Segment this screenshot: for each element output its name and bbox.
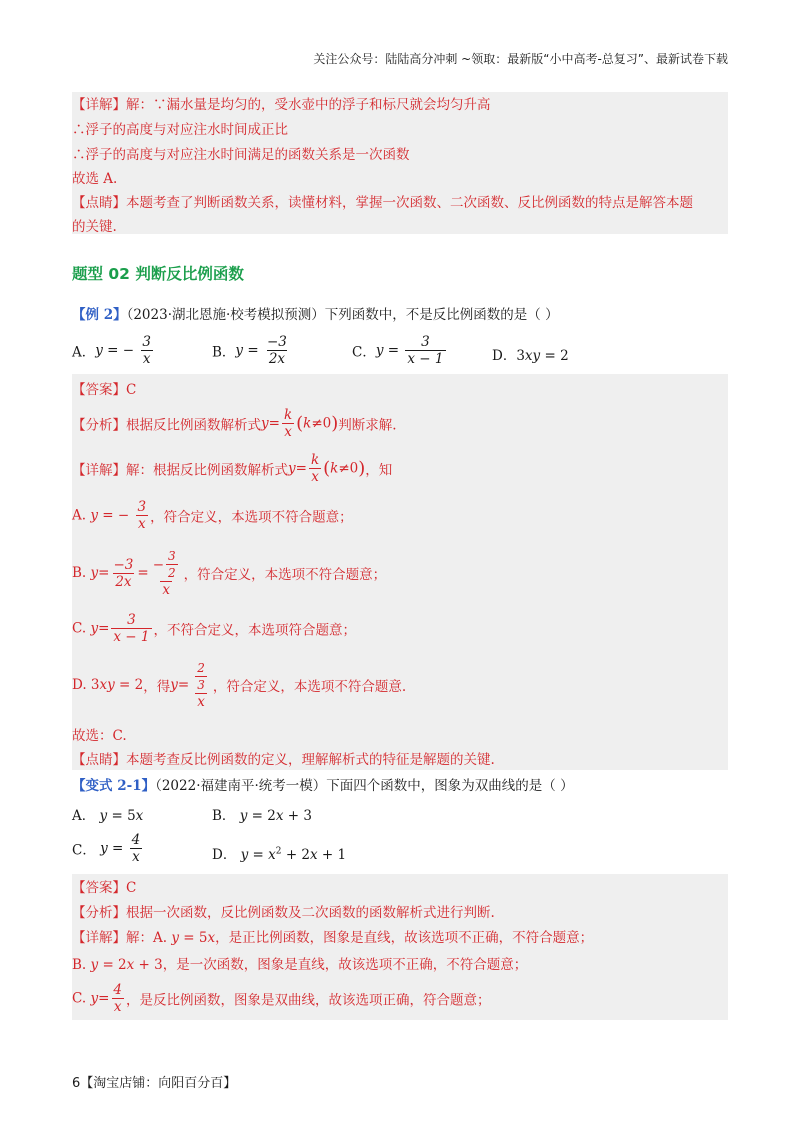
analysis-line: 【分析】根据反比例函数解析式y= $\frac{k}{x}$ (k≠0)判断求解.	[72, 407, 397, 440]
v-answer-line: 【答案】C	[72, 880, 137, 896]
v-detail-a: 【详解】解：A. y = 5x，是正比例函数，图象是直线，故该选项不正确，不符合题意；	[72, 930, 594, 946]
example-tag: 【例 2】	[72, 307, 127, 323]
reason-line-2: ∴浮子的高度与对应注水时间满足的函数关系是一次函数	[72, 147, 410, 163]
detail-text: 解：∵漏水量是均匀的，受水壶中的浮子和标尺就会均匀升高	[126, 97, 491, 113]
detail-tag: 【详解】	[72, 97, 126, 113]
page-number: 6	[72, 1076, 81, 1091]
note-line-2: 的关键.	[72, 219, 117, 235]
shop-label: 【淘宝店铺：向阳百分百】	[80, 1076, 237, 1091]
variant-2-1-stem: 【变式 2-1】（2022·福建南平·统考一模）下面四个函数中，图象为双曲线的是（ ）	[72, 778, 574, 794]
page-header: 关注公众号：陆陆高分冲刺 ~领取：最新版“小中高考-总复习”、最新试卷下载	[313, 52, 728, 66]
reason-line-1: ∴浮子的高度与对应注水时间成正比	[72, 122, 288, 138]
option-c: C．y = $\frac{3}{x - 1}$	[352, 334, 444, 367]
detail-d: D. 3xy = 2，得y= $\frac{\frac{2}{3}}{x}$ ，符合定义，本选项不符合题意.	[72, 661, 407, 710]
v-option-a: A． y = 5x	[72, 808, 144, 824]
v-option-b: B． y = 2x + 3	[212, 808, 312, 824]
option-d: D．3xy = 2	[492, 348, 569, 364]
detail-line-ex2: 【详解】解：根据反比例函数解析式y= $\frac{k}{x}$ (k≠0)，知	[72, 452, 393, 485]
example-2-stem: 【例 2】（2023·湖北恩施·校考模拟预测）下列函数中，不是反比例函数的是（ ）	[72, 307, 559, 323]
choice-line: 故选 A.	[72, 171, 118, 187]
note-line-ex2: 【点睛】本题考查反比例函数的定义，理解解析式的特征是解题的关键.	[72, 752, 495, 768]
v-analysis-line: 【分析】根据一次函数，反比例函数及二次函数的函数解析式进行判断.	[72, 905, 495, 921]
v-option-c: C． y = $\frac{4}{x}$	[72, 832, 141, 865]
option-b: B．y = $\frac{-3}{2x}$	[212, 334, 287, 367]
v-detail-b: B. y = 2x + 3，是一次函数，图象是直线，故该选项不正确，不符合题意；	[72, 957, 528, 973]
detail-b: B. y= $\frac{-3}{2x}$ = − $\frac{3}{2}$ x ，符合定义，本选项不符合题意；	[72, 549, 387, 598]
section-title: 题型 02 判断反比例函数	[72, 265, 244, 283]
option-a: A．y = − $\frac{3}{x}$	[72, 334, 151, 367]
choose-line: 故选：C.	[72, 728, 127, 744]
variant-tag: 【变式 2-1】	[72, 778, 156, 794]
page-footer	[72, 1072, 236, 1091]
note-line: 【点睛】本题考查了判断函数关系，读懂材料，掌握一次函数、二次函数、反比例函数的特点是解答本题	[72, 195, 693, 211]
detail-c: C. y= $\frac{3}{x - 1}$ ，不符合定义，本选项符合题意；	[72, 612, 356, 645]
v-detail-c: C. y= $\frac{4}{x}$ ，是反比例函数，图象是双曲线，故该选项正确，符合题意；	[72, 982, 491, 1015]
detail-a: A. y = − $\frac{3}{x}$ ，符合定义，本选项不符合题意；	[72, 499, 353, 532]
answer-line: 【答案】C	[72, 382, 137, 398]
v-option-d: D． $y = x^2 + 2x + 1$	[212, 846, 347, 863]
detail-line	[72, 95, 491, 115]
